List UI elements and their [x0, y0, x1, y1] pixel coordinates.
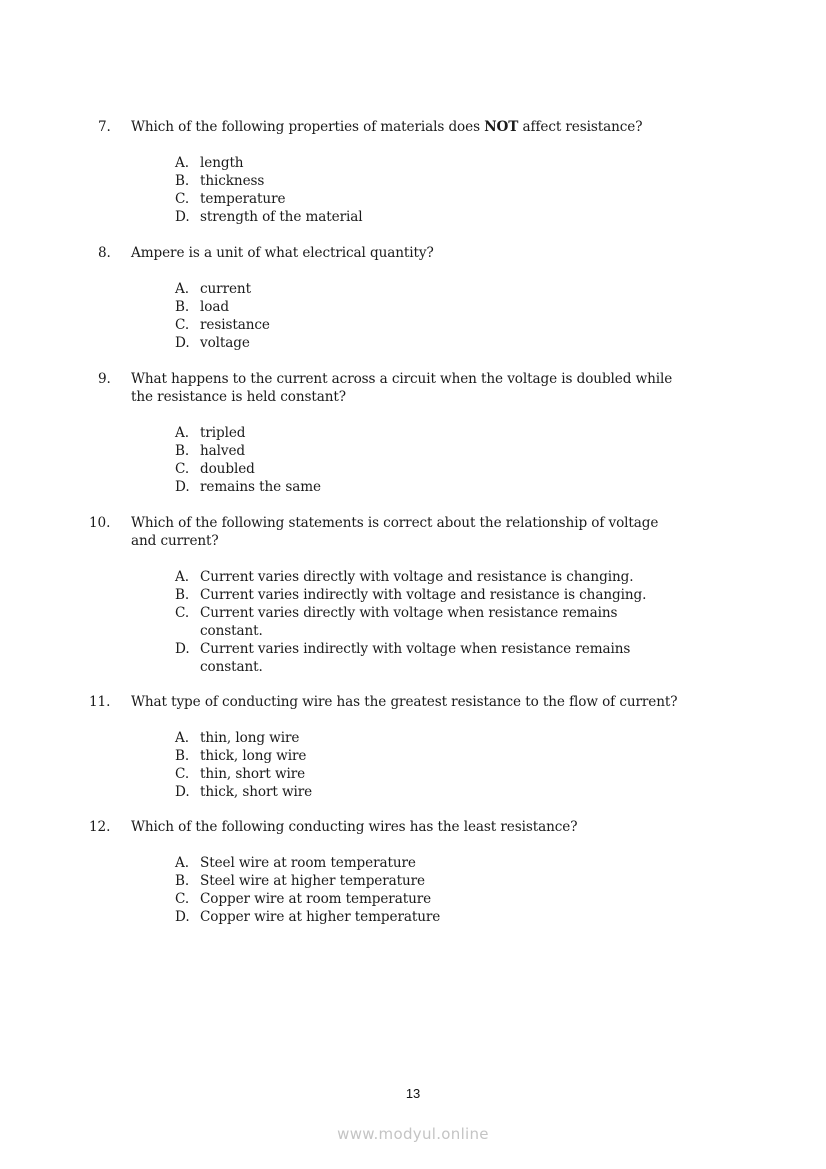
- option-c: [175, 765, 735, 783]
- option-letter: A.: [175, 569, 189, 585]
- option-text: constant.: [200, 659, 263, 675]
- option-letter: B.: [175, 587, 190, 603]
- options-list: [175, 568, 735, 676]
- option-a: [175, 568, 735, 586]
- options-list: [175, 280, 735, 352]
- option-text: Current varies indirectly with voltage when resistance remains: [200, 641, 631, 657]
- option-letter: C.: [175, 461, 190, 477]
- option-a: [175, 424, 735, 442]
- question-number: 12.: [89, 819, 111, 835]
- option-text: Copper wire at room temperature: [200, 891, 432, 907]
- option-text: voltage: [200, 335, 250, 351]
- option-letter: D.: [175, 479, 190, 495]
- option-text: load: [200, 299, 229, 315]
- option-text: temperature: [200, 191, 286, 207]
- option-letter: B.: [175, 173, 190, 189]
- option-letter: A.: [175, 155, 189, 171]
- option-text: current: [200, 281, 251, 297]
- option-c: [175, 316, 735, 334]
- option-b: [175, 172, 735, 190]
- option-letter: B.: [175, 299, 190, 315]
- option-c: [175, 460, 735, 478]
- options-list: [175, 729, 735, 801]
- option-text: Current varies directly with voltage when resistance remains: [200, 605, 618, 621]
- option-letter: C.: [175, 891, 190, 907]
- option-letter: D.: [175, 209, 190, 225]
- question-text: [131, 370, 751, 406]
- page-number: 13: [405, 1086, 421, 1101]
- option-a: [175, 729, 735, 747]
- question-text-line: What happens to the current across a circuit when the voltage is doubled while: [131, 371, 673, 387]
- emphasis-not: NOT: [484, 119, 519, 135]
- option-c: [175, 604, 735, 640]
- question-text-line: What type of conducting wire has the greatest resistance to the flow of current?: [131, 694, 678, 710]
- option-letter: D.: [175, 909, 190, 925]
- option-c: [175, 190, 735, 208]
- question-number: 7.: [98, 119, 111, 135]
- option-letter: A.: [175, 730, 189, 746]
- option-letter: A.: [175, 855, 189, 871]
- question-text-part: Which of the following properties of materials does: [131, 119, 485, 135]
- question-number: 11.: [89, 694, 111, 710]
- option-a: [175, 154, 735, 172]
- option-b: [175, 872, 735, 890]
- question-text: [131, 693, 751, 711]
- option-a: [175, 854, 735, 872]
- option-d: [175, 334, 735, 352]
- option-letter: C.: [175, 191, 190, 207]
- option-d: [175, 640, 735, 676]
- question-number: 8.: [98, 245, 111, 261]
- question-text-line: and current?: [131, 533, 219, 549]
- option-d: [175, 478, 735, 496]
- option-a: [175, 280, 735, 298]
- option-text: length: [200, 155, 244, 171]
- options-list: [175, 424, 735, 496]
- option-text: Steel wire at room temperature: [200, 855, 416, 871]
- watermark: www.modyul.online: [337, 1125, 489, 1143]
- option-b: [175, 747, 735, 765]
- option-letter: A.: [175, 281, 189, 297]
- option-letter: C.: [175, 766, 190, 782]
- option-text: Steel wire at higher temperature: [200, 873, 426, 889]
- question-text: [131, 818, 751, 836]
- option-d: [175, 908, 735, 926]
- option-letter: A.: [175, 425, 189, 441]
- options-list: [175, 154, 735, 226]
- option-text: doubled: [200, 461, 255, 477]
- option-text: tripled: [200, 425, 246, 441]
- option-d: [175, 783, 735, 801]
- option-letter: D.: [175, 784, 190, 800]
- question-text-line: Which of the following conducting wires has the least resistance?: [131, 819, 578, 835]
- question-text-line: Which of the following statements is correct about the relationship of voltage: [131, 515, 659, 531]
- option-letter: B.: [175, 873, 190, 889]
- option-text: Copper wire at higher temperature: [200, 909, 441, 925]
- option-letter: B.: [175, 443, 190, 459]
- question-text: [131, 118, 751, 136]
- question-number: 9.: [98, 371, 111, 387]
- option-b: [175, 442, 735, 460]
- option-d: [175, 208, 735, 226]
- option-text: thin, long wire: [200, 730, 300, 746]
- option-text: halved: [200, 443, 246, 459]
- option-letter: C.: [175, 605, 190, 621]
- option-b: [175, 298, 735, 316]
- option-text: Current varies indirectly with voltage and resistance is changing.: [200, 587, 647, 603]
- question-number: 10.: [89, 515, 111, 531]
- option-letter: C.: [175, 317, 190, 333]
- question-text-line: the resistance is held constant?: [131, 389, 346, 405]
- option-text: resistance: [200, 317, 270, 333]
- option-c: [175, 890, 735, 908]
- option-text: thick, long wire: [200, 748, 307, 764]
- question-text: [131, 244, 751, 262]
- question-text-part: affect resistance?: [518, 119, 643, 135]
- question-text-line: Ampere is a unit of what electrical quantity?: [131, 245, 434, 261]
- option-text: thin, short wire: [200, 766, 306, 782]
- option-text: constant.: [200, 623, 263, 639]
- option-text: Current varies directly with voltage and resistance is changing.: [200, 569, 634, 585]
- option-text: thickness: [200, 173, 265, 189]
- option-text: strength of the material: [200, 209, 363, 225]
- option-letter: D.: [175, 641, 190, 657]
- option-text: thick, short wire: [200, 784, 313, 800]
- option-text: remains the same: [200, 479, 321, 495]
- option-letter: B.: [175, 748, 190, 764]
- question-text: [131, 514, 751, 550]
- options-list: [175, 854, 735, 926]
- option-letter: D.: [175, 335, 190, 351]
- option-b: [175, 586, 735, 604]
